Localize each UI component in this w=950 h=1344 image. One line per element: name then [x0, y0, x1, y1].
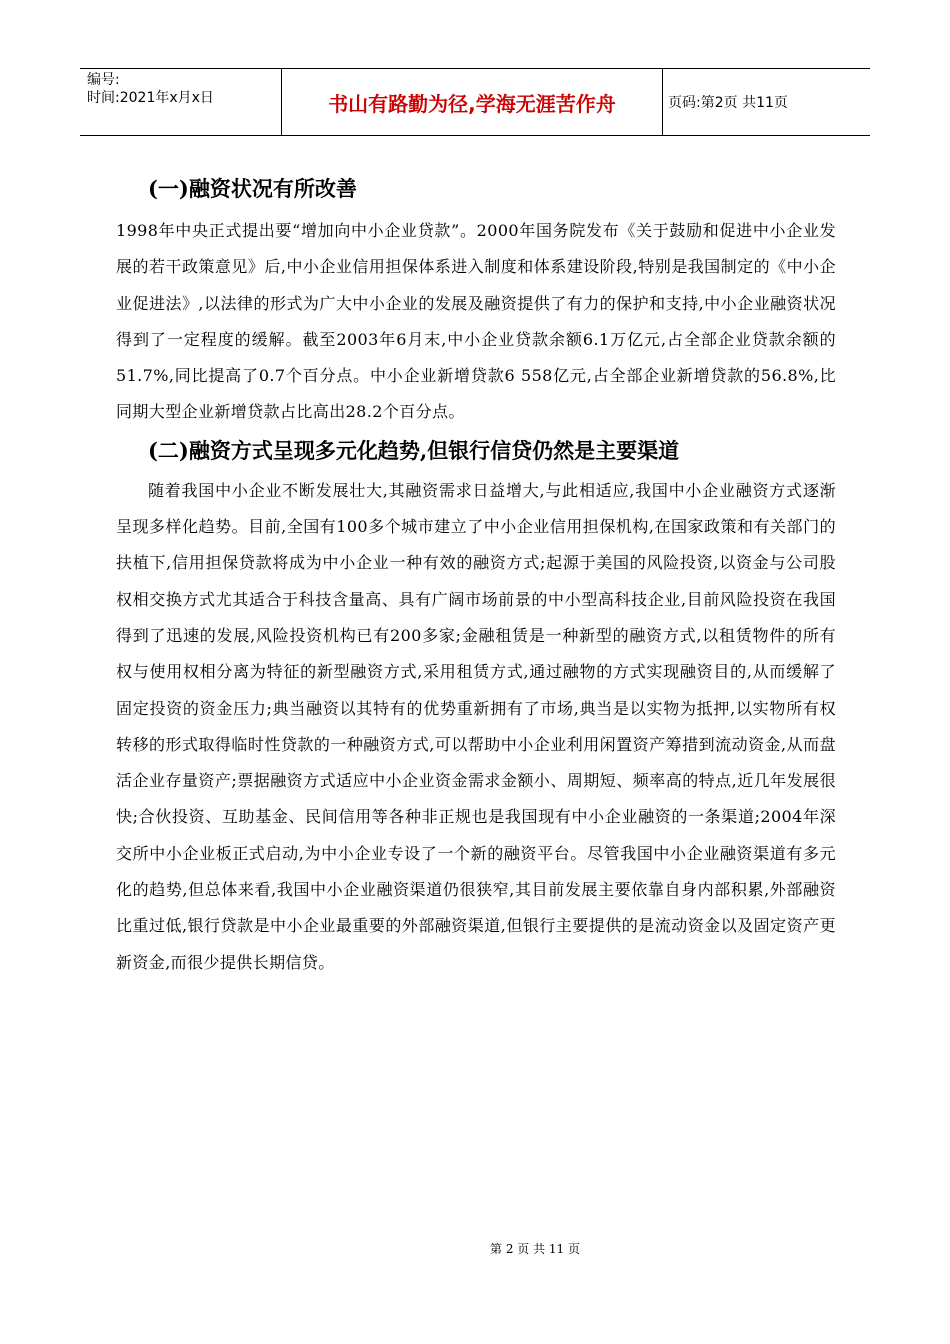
- section-1-paragraph: 1998年中央正式提出要“增加向中小企业贷款”。2000年国务院发布《关于鼓励和促进中小企业发展的若干政策意见》后,中小企业信用担保体系进入制度和体系建设阶段,特别是我国制定的《中小企业促进法》,以法律的形式为广大中小企业的发展及融资提供了有力的保护和支持,中小企业融资状况得到了一定程度的缓解。截至2003年6月末,中小企业贷款余额6.1万亿元,占全部企业贷款余额的51.7%,同比提高了0.7个百分点。中小企业新增贷款6 558亿元,占全部企业新增贷款的56.8%,比同期大型企业新增贷款占比高出28.2个百分点。: [116, 221, 836, 422]
- page-header: [80, 68, 870, 136]
- section-2-heading: (二)融资方式呈现多元化趋势,但银行信贷仍然是主要渠道: [148, 437, 680, 463]
- page-footer: 第 2 页 共 11 页: [490, 1242, 580, 1256]
- header-motto: 书山有路勤为径,学海无涯苦作舟: [328, 91, 616, 116]
- header-page-info: 页码:第2页 共11页: [668, 95, 788, 111]
- section-1-heading: (一)融资状况有所改善: [148, 176, 357, 201]
- document-time-label: 时间:2021年x月x日: [87, 90, 214, 106]
- section-2-paragraph: 随着我国中小企业不断发展壮大,其融资需求日益增大,与此相适应,我国中小企业融资方式逐渐呈现多样化趋势。目前,全国有100多个城市建立了中小企业信用担保机构,在国家政策和有关部门的扶植下,信用担保贷款将成为中小企业一种有效的融资方式;起源于美国的风险投资,以资金与公司股权相交换方式尤其适合于科技含量高、具有广阔市场前景的中小型高科技企业,目前风险投资在我国得到了迅速的发展,风险投资机构已有200多家;金融租赁是一种新型的融资方式,以租赁物件的所有权与使用权相分离为特征的新型融资方式,采用租赁方式,通过融物的方式实现融资目的,从而缓解了固定投资的资金压力;典当融资以其特有的优势重新拥有了市场,典当是以实物为抵押,以实物所有权转移的形式取得临时性贷款的一种融资方式,可以帮助中小企业利用闲置资产筹措到流动资金,从而盘活企业存量资产;票据融资方式适应中小企业资金需求金额小、周期短、频率高的特点,近几年发展很快;合伙投资、互助基金、民间信用等各种非正规也是我国现有中小企业融资的一条渠道;2004年深交所中小企业板正式启动,为中小企业专设了一个新的融资平台。尽管我国中小企业融资渠道有多元化的趋势,但总体来看,我国中小企业融资渠道仍很狭窄,其目前发展主要依靠自身内部积累,外部融资比重过低,银行贷款是中小企业最重要的外部融资渠道,但银行主要提供的是流动资金以及固定资产更新资金,而很少提供长期信贷。: [116, 480, 836, 972]
- document-number-label: 编号:: [87, 72, 120, 88]
- document-body: [116, 160, 836, 981]
- header-meta: [80, 69, 281, 135]
